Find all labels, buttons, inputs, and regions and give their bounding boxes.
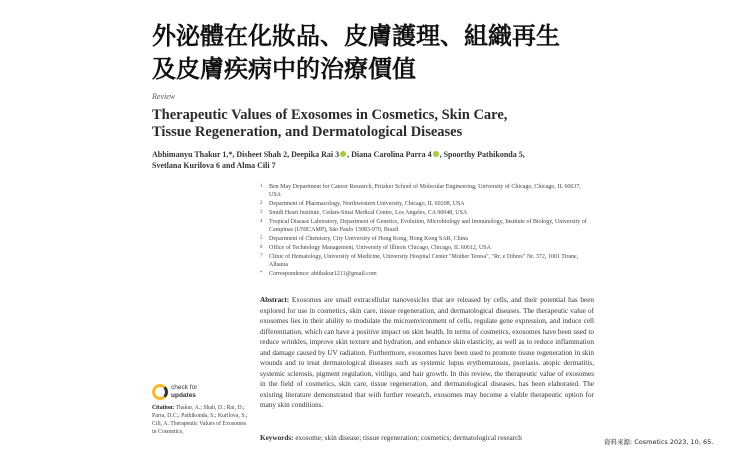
badge-line1: check for: [171, 384, 198, 391]
check-updates-icon: [152, 384, 168, 400]
paper-header: [152, 92, 592, 171]
affiliation-item: [260, 200, 594, 208]
citation-label: Citation:: [152, 405, 175, 411]
affiliation-item: [260, 253, 594, 269]
affiliation-number: 6: [260, 245, 263, 250]
affiliation-text: Department of Chemistry, City University of Hong Kong, Hong Kong SAR, China: [269, 236, 468, 242]
keywords: [260, 433, 594, 443]
keywords-text: exosome; skin disease; tissue regeneration; cosmetics; dermatological research: [295, 434, 522, 442]
citation-text: Thakur, A.; Shah, D.; Rai, D.; Parra, D.C.; Pathikonda, S.; Kurilova, S.; Cili, A. Therapeutic Values of Exosomes in Cosmetics,: [152, 405, 248, 435]
affiliation-item: [260, 244, 594, 252]
affiliation-item: [260, 209, 594, 217]
slide-title-line1: 外泌體在化妝品、皮膚護理、組織再生: [152, 22, 560, 50]
paper-title: [152, 107, 592, 141]
keywords-label: Keywords:: [260, 434, 294, 442]
affiliation-number: 1: [260, 184, 263, 189]
orcid-icon: [340, 151, 346, 157]
affiliation-text: Smidt Heart Institute, Cedars-Sinai Medical Centre, Los Angeles, CA 90048, USA: [269, 210, 468, 216]
affiliation-text: Tropical Disease Laboratory, Department of Genetics, Evolution, Microbiology and Immunology, Institute of Biology, University of Campinas (UNICAMP), São Paulo 13083-970, Brazil: [269, 219, 587, 233]
affiliation-number: 3: [260, 210, 263, 215]
affiliation-item: [260, 270, 594, 278]
affiliation-text: Ben May Department for Cancer Research, Pritzker School of Molecular Engineering, University of Chicago, Chicago, IL 60637, USA: [269, 184, 581, 198]
affiliation-text: Office of Technology Management, University of Illinois Chicago, Chicago, IL 60612, USA: [269, 245, 491, 251]
author-line2: Svetlana Kurilova 6 and Alma Cili 7: [152, 161, 276, 170]
affiliation-item: [260, 183, 594, 199]
affiliation-number: 7: [260, 254, 263, 259]
author-line1-c: , Spoorthy Pathikonda 5,: [439, 150, 525, 159]
affiliation-text: Clinic of Hematology, University of Medicine, University Hospital Center "Mother Teresa", "Rr. e Dibres" Nr. 372, 1001 Tirane, Albania: [269, 254, 579, 268]
affiliation-item: [260, 235, 594, 243]
correspondence-text: Correspondence: abithakur1211@gmail.com: [269, 271, 377, 277]
orcid-icon: [433, 151, 439, 157]
author-line1: [152, 149, 592, 160]
check-for-updates-badge[interactable]: [152, 383, 232, 403]
citation: [152, 404, 252, 436]
slide-title-line2: 及皮膚疾病中的治療價值: [152, 55, 416, 83]
affiliation-list: [260, 183, 594, 279]
badge-text: [171, 384, 197, 399]
source-note: 資料來源: Cosmetics 2023, 10, 65.: [604, 438, 714, 446]
affiliation-number: 2: [260, 201, 263, 206]
affiliation-number: 5: [260, 236, 263, 241]
paper-title-line2: Tissue Regeneration, and Dermatological Diseases: [152, 124, 463, 140]
affiliation-number: *: [260, 271, 263, 276]
paper-title-line1: Therapeutic Values of Exosomes in Cosmetics, Skin Care,: [152, 107, 508, 123]
slide-title: [152, 20, 622, 86]
affiliation-number: 4: [260, 219, 263, 224]
abstract: [260, 295, 594, 411]
review-tag: Review: [152, 92, 176, 101]
abstract-label: Abstract:: [260, 296, 290, 304]
affiliation-text: Department of Pharmacology, Northwestern University, Chicago, IL 60208, USA: [269, 201, 465, 207]
author-list: [152, 149, 592, 171]
badge-line2: updates: [171, 391, 196, 399]
affiliation-item: [260, 218, 594, 234]
author-line1-b: , Diana Carolina Parra 4: [347, 150, 432, 159]
abstract-text: Exosomes are small extracellular nanovesicles that are released by cells, and their potential has been explored for use in cosmetics, skin care, tissue regeneration, and dermatological diseases. The therapeutic value of exosomes lies in their ability to modulate the microenvironment of cells, regulate gene expression, and induce cell differentiation, which can have a positive impact on skin health. In terms of cosmetics, exosomes have been used to reduce wrinkles, improve skin texture and hydration, and enhance skin elasticity, as well as to reduce inflammation and damage caused by UV radiation. Furthermore, exosomes have been used to promote tissue regeneration in skin wounds and to treat dermatological diseases such as systemic lupus erythematosus, psoriasis, atopic dermatitis, systemic sclerosis, pigment regulation, vitiligo, and hair growth. In this review, the therapeutic value of exosomes in the field of cosmetics, skin care, tissue regeneration, and dermatological diseases, has been elaborated. The existing literature demonstrated that with further research, exosomes may become a viable therapeutic option for many skin conditions.: [260, 296, 595, 410]
author-line1-a: Abhimanyu Thakur 1,*, Disheet Shah 2, Deepika Rai 3: [152, 150, 340, 159]
